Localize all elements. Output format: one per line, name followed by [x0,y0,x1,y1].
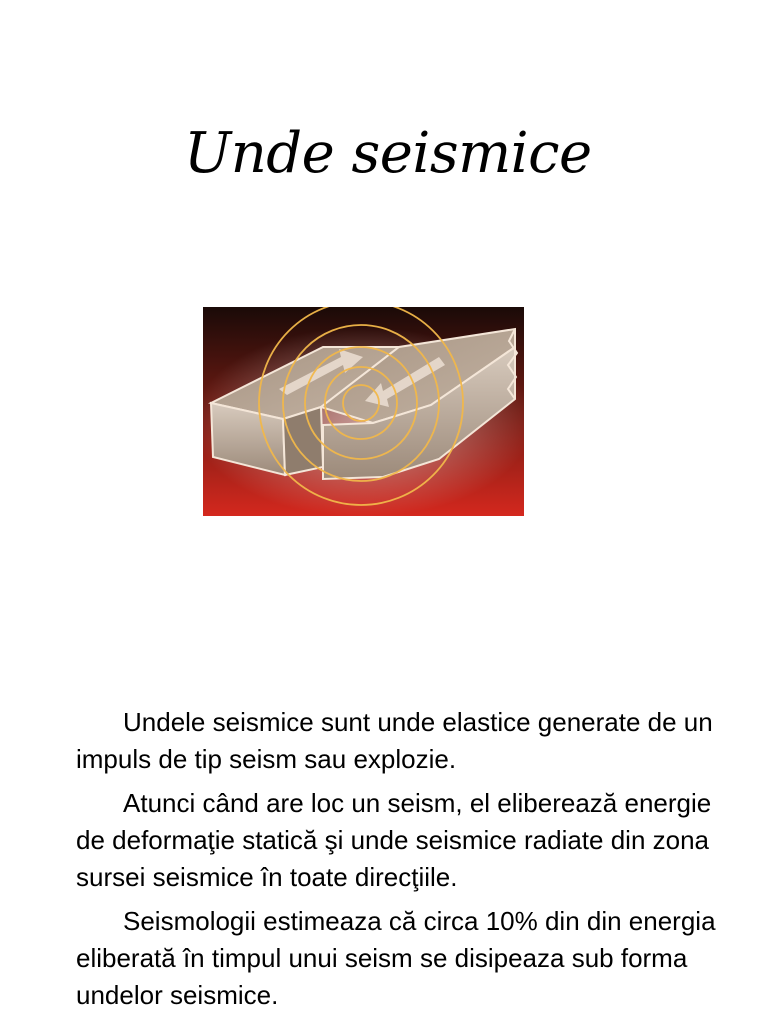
paragraph-3: Seismologii estimeaza că circa 10% din din energia eliberată în timpul unui seism se disipeaza sub forma undelor seismice. [76,906,716,1010]
seismic-fault-illustration [203,307,524,516]
paragraph-2: Atunci când are loc un seism, el eliberează energie de deformaţie statică şi unde seismice radiate din zona sursei seismice în toate direcţiile. [76,788,712,892]
page-title: Unde seismice [184,121,592,186]
body-text [76,704,736,1021]
paragraph-1: Undele seismice sunt unde elastice generate de un impuls de tip seism sau explozie. [76,707,713,774]
